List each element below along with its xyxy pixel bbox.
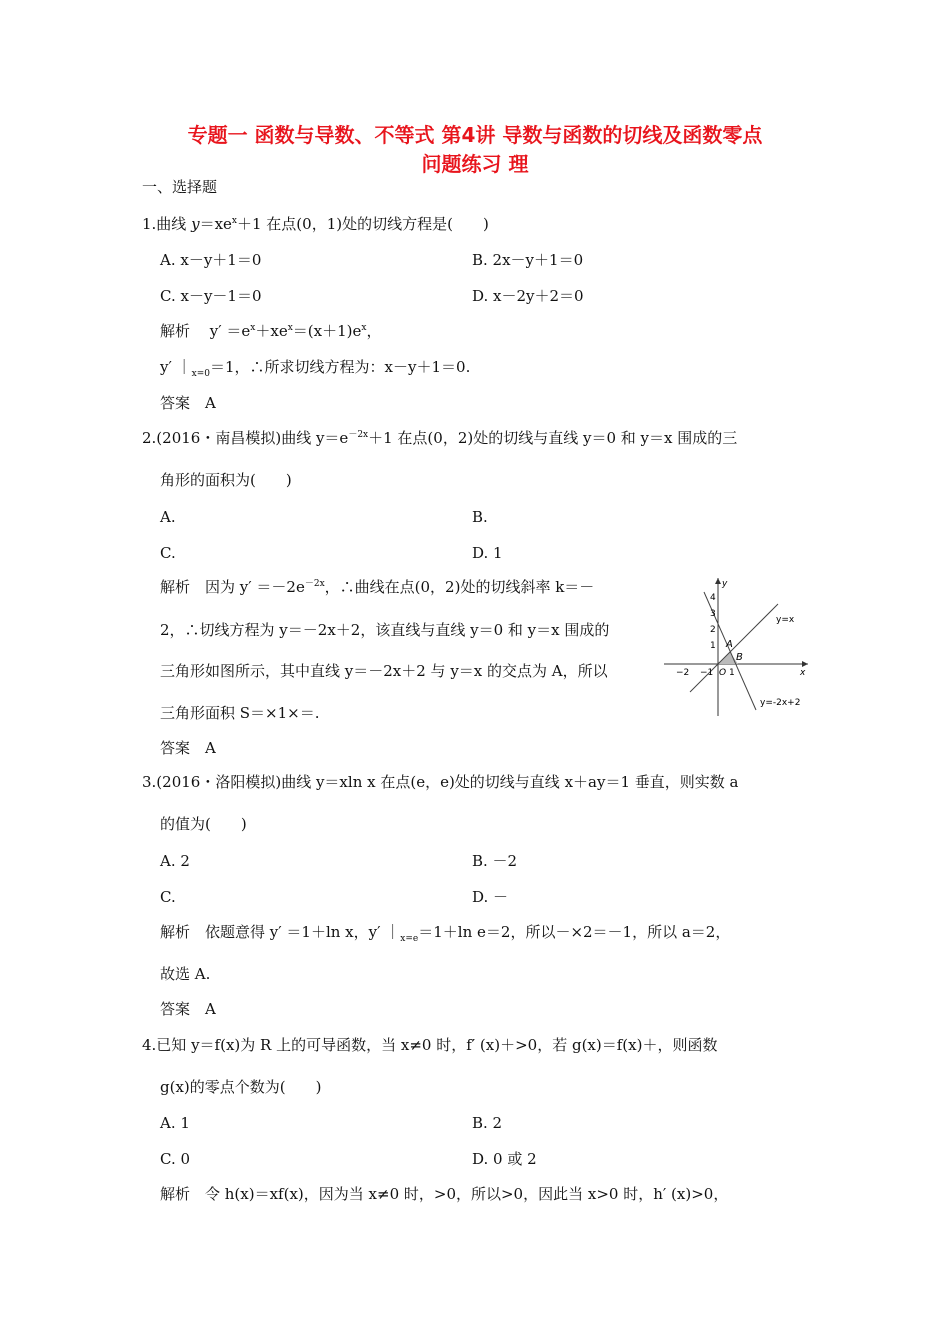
q2-answer: 答案 A	[160, 739, 216, 757]
doc-title-line2: 问题练习 理	[421, 152, 529, 176]
tick-x-1: 1	[729, 668, 735, 678]
q2-solution-line3: 三角形如图所示，其中直线 y＝－2x＋2 与 y＝x 的交点为 A，所以	[160, 662, 608, 680]
q2-graph-figure	[662, 574, 812, 718]
q1-option-d: D. x－2y＋2＝0	[472, 287, 584, 305]
doc-title-line1: 专题一 函数与导数、不等式 第4讲 导数与函数的切线及函数零点	[187, 123, 763, 147]
q2-stem-line2: 角形的面积为( )	[160, 471, 292, 489]
q3-option-d: D. －	[472, 888, 509, 906]
point-a-label: A	[726, 639, 733, 650]
q1-option-b: B. 2x－y＋1＝0	[472, 251, 584, 269]
q2-stem-line1: 2.(2016・南昌模拟)曲线 $y=e^{-2x}+1$ 在点(0，2)处的切线与直线 y＝0 和 y＝x 围成的三	[142, 429, 738, 447]
q2-solution-line4: 三角形面积 S＝×1×＝.	[160, 704, 320, 722]
tick-x-minus-1: −1	[700, 668, 714, 678]
y-axis-arrow	[715, 578, 721, 584]
q3-answer: 答案 A	[160, 1000, 216, 1018]
q1-solution-line2: y′ $|_{x=0}=1$，∴所求切线方程为：x－y＋1＝0.	[160, 358, 471, 379]
q3-option-c: C.	[160, 888, 176, 906]
q3-stem-line1: 3.(2016・洛阳模拟)曲线 y＝xln x 在点(e，e)处的切线与直线 x＋ay＝1 垂直，则实数 a	[142, 773, 739, 791]
q4-option-c: C. 0	[160, 1150, 191, 1168]
q4-option-b: B. 2	[472, 1114, 503, 1132]
point-b-label: B	[736, 652, 743, 663]
line-y-equals-x	[690, 604, 778, 692]
tick-y-4: 4	[710, 593, 716, 603]
line-y-equals-x-label: y=x	[776, 615, 795, 625]
q3-option-a: A. 2	[160, 852, 190, 870]
tick-y-1: 1	[710, 641, 716, 651]
q2-option-a: A.	[160, 508, 176, 526]
q2-solution-line1: 解析 因为 $y' =-2e^{-2x}$，∴曲线在点(0，2)处的切线斜率 k＝－	[160, 578, 595, 596]
q3-stem-line2: 的值为( )	[160, 815, 247, 833]
q1-stem: 1.曲线 $y=xe^x+1$ 在点(0，1)处的切线方程是( )	[142, 215, 489, 233]
y-axis-label: y	[722, 579, 728, 589]
q4-stem-line1: 4.已知 y＝f(x)为 R 上的可导函数，当 x≠0 时，f′ (x)＋>0，若 g(x)＝f(x)＋，则函数	[142, 1036, 718, 1054]
q4-stem-line2: g(x)的零点个数为( )	[160, 1078, 322, 1096]
q2-solution-line2: 2，∴切线方程为 y＝－2x＋2，该直线与直线 y＝0 和 y＝x 围成的	[160, 621, 610, 639]
q3-option-b: B. －2	[472, 852, 518, 870]
q2-option-b: B.	[472, 508, 488, 526]
q1-option-c: C. x－y－1＝0	[160, 287, 262, 305]
q2-option-d: D. 1	[472, 544, 503, 562]
q4-option-a: A. 1	[160, 1114, 190, 1132]
section-heading: 一、选择题	[142, 178, 218, 196]
line-y-minus-2x-plus-2-label: y=-2x+2	[760, 698, 801, 708]
q1-option-a: A. x－y＋1＝0	[160, 251, 262, 269]
q4-solution-line1: 解析 令 h(x)＝xf(x)，因为当 x≠0 时，>0，所以>0，因此当 x>0 时，h′ (x)>0，	[160, 1185, 729, 1203]
q4-option-d: D. 0 或 2	[472, 1150, 537, 1168]
q1-solution-line1: 解析 $y' =e^x+xe^x=(x+1)e^x$，	[160, 322, 382, 340]
origin-label: O	[719, 668, 727, 678]
q2-option-c: C.	[160, 544, 176, 562]
q3-solution-line1: 解析 依题意得 y′ ＝1＋ln x，y′ $|_{x=e}=1+\ln$ e＝2，所以－×2＝－1，所以 a＝2，	[160, 923, 731, 944]
tick-y-2: 2	[710, 625, 716, 635]
tick-x-minus-2: −2	[676, 668, 690, 678]
q1-answer: 答案 A	[160, 394, 216, 412]
x-axis-arrow	[802, 661, 808, 667]
x-axis-label: x	[800, 668, 806, 678]
q3-solution-line2: 故选 A.	[160, 965, 211, 983]
tick-y-3: 3	[710, 609, 716, 619]
